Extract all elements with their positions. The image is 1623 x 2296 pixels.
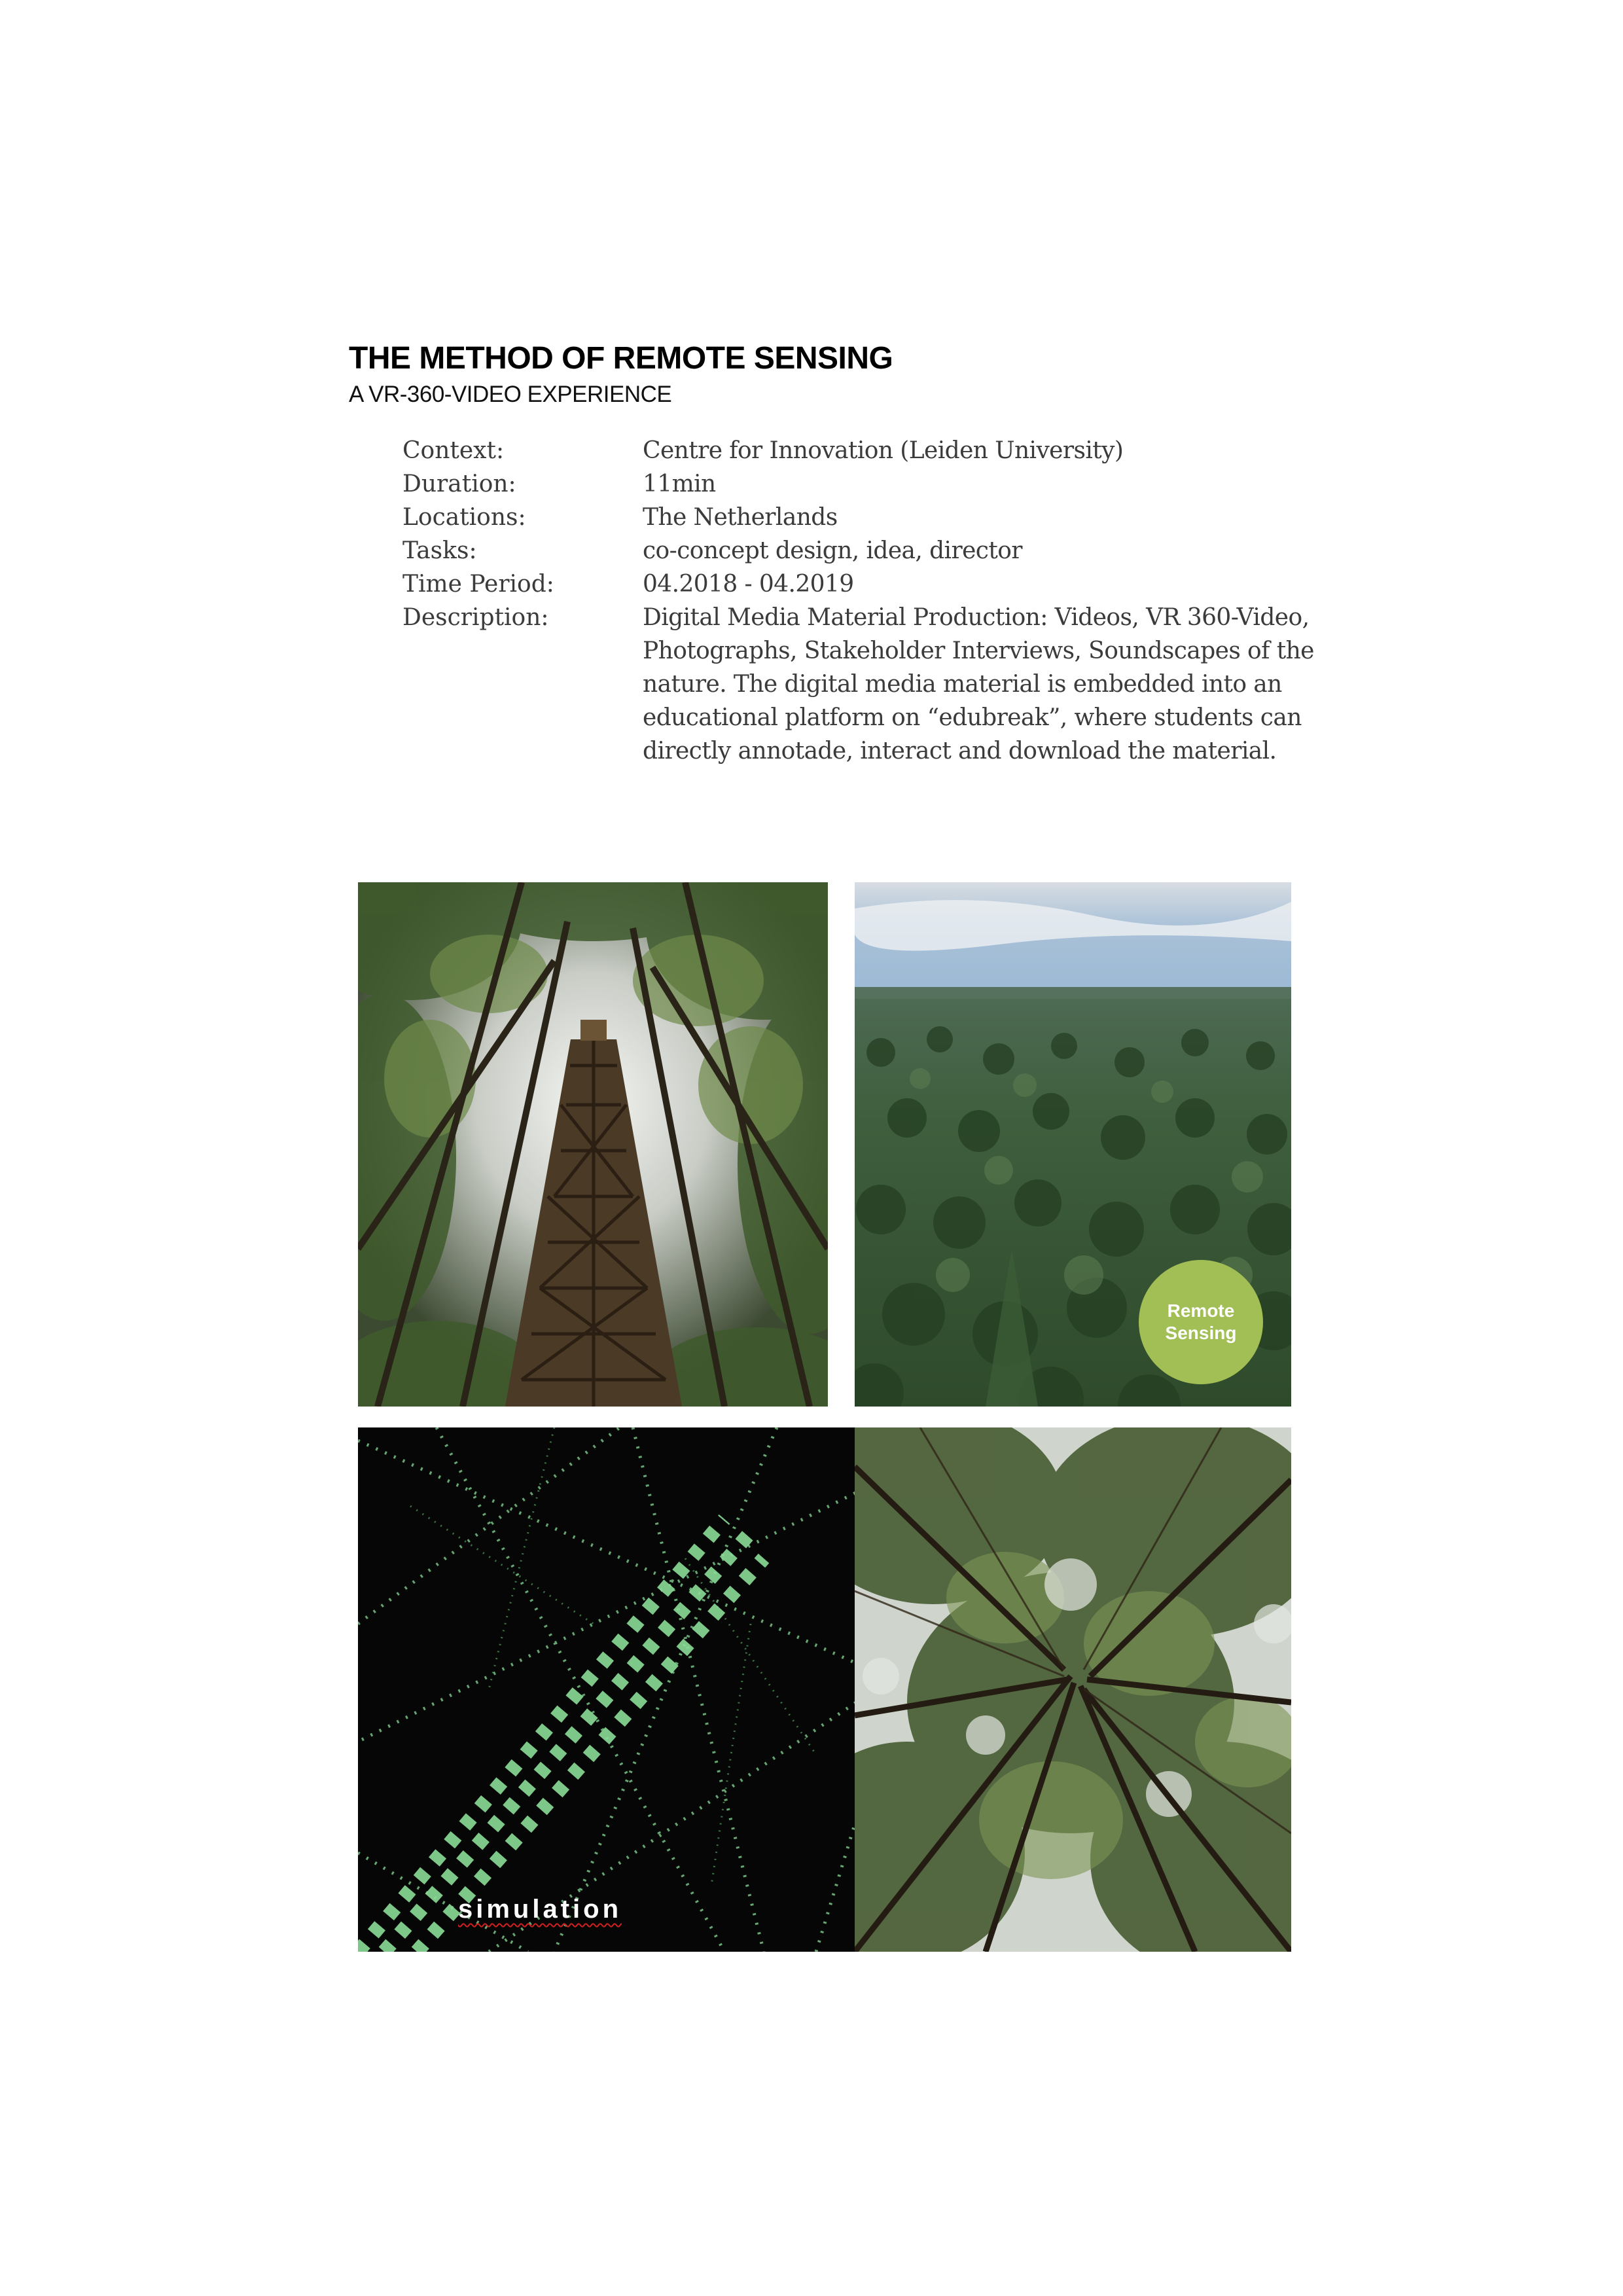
detail-label: Locations: <box>402 504 526 531</box>
description-line: educational platform on “edubreak”, where students can <box>643 704 1302 731</box>
canopy-photo <box>855 1427 1291 1952</box>
detail-row-description <box>402 601 1314 768</box>
page-subtitle: A VR-360-VIDEO EXPERIENCE <box>349 382 672 407</box>
detail-value: co-concept design, idea, director <box>643 537 1022 564</box>
detail-label: Description: <box>402 604 549 631</box>
description-line: directly annotade, interact and download the material. <box>643 738 1277 764</box>
detail-label: Time Period: <box>402 571 554 598</box>
detail-row-time-period <box>402 567 1306 601</box>
detail-row-context <box>402 434 1306 467</box>
description-line: Photographs, Stakeholder Interviews, Soundscapes of the <box>643 637 1314 664</box>
detail-row-locations <box>402 501 1306 534</box>
detail-value: 04.2018 - 04.2019 <box>643 571 854 598</box>
remote-sensing-badge <box>1139 1260 1263 1384</box>
detail-value: The Netherlands <box>643 504 838 531</box>
badge-line: Sensing <box>1165 1323 1237 1343</box>
detail-value: Centre for Innovation (Leiden University) <box>643 437 1124 464</box>
page-title: THE METHOD OF REMOTE SENSING <box>349 341 893 376</box>
project-details <box>402 434 1314 768</box>
tower-photo <box>358 882 828 1407</box>
detail-label: Tasks: <box>402 537 477 564</box>
detail-label: Duration: <box>402 471 516 497</box>
detail-row-duration <box>402 467 1306 501</box>
detail-label: Context: <box>402 437 505 464</box>
simulation-image <box>358 1427 856 1952</box>
detail-value: 11min <box>643 471 716 497</box>
description-text <box>643 601 1314 768</box>
detail-row-tasks <box>402 534 1306 567</box>
description-line: Digital Media Material Production: Videos, VR 360-Video, <box>643 604 1310 631</box>
description-line: nature. The digital media material is embedded into an <box>643 671 1282 698</box>
simulation-label: simulation <box>458 1895 622 1924</box>
badge-line: Remote <box>1167 1300 1235 1321</box>
